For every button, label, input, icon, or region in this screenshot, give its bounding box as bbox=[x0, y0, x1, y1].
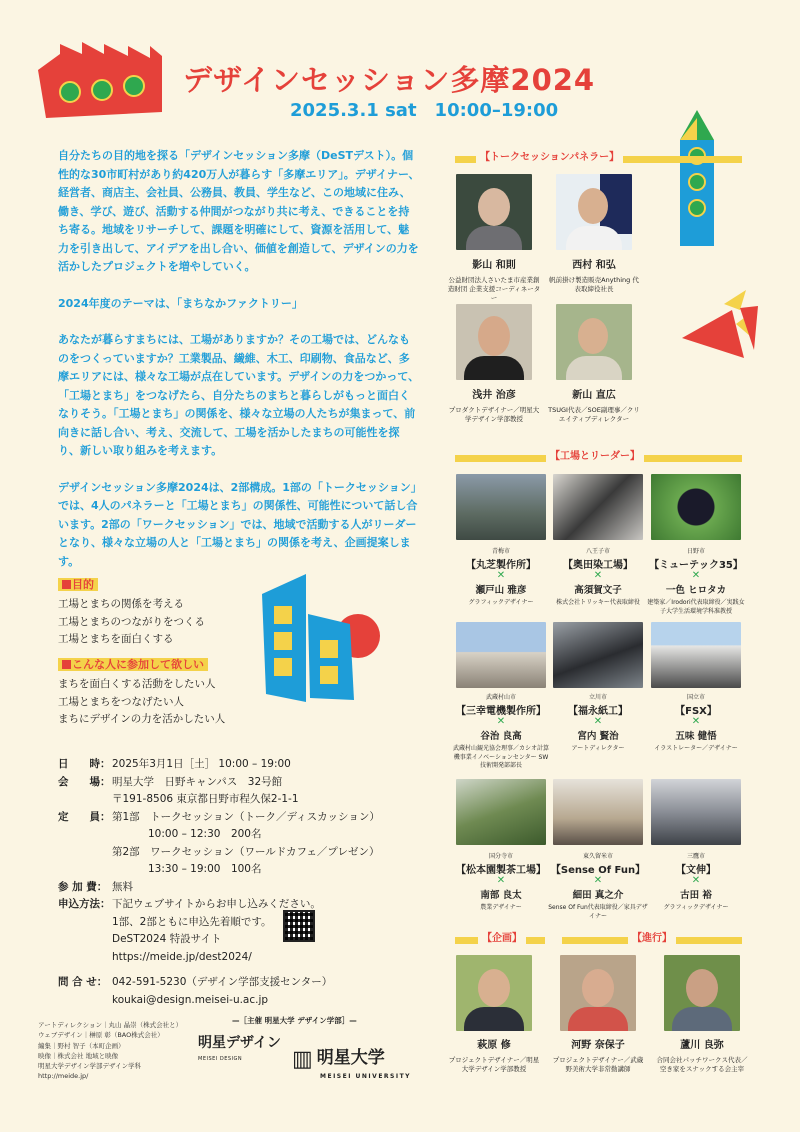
sponsor: —［主催 明星大学 デザイン学部］— bbox=[232, 1016, 357, 1025]
capacity-part2-time: 13:30 – 19:00 100名 bbox=[148, 863, 262, 875]
panelist-photo bbox=[556, 304, 632, 380]
factory-leader: 五味 健悟 bbox=[675, 731, 717, 742]
purpose-item: 工場とまちを面白くする bbox=[58, 633, 174, 645]
factory-photo bbox=[456, 622, 546, 688]
factory-company: 【FSX】 bbox=[675, 706, 717, 717]
factory-card bbox=[548, 692, 648, 754]
contact-tel: 042-591-5230（デザイン学部支援センター） bbox=[112, 976, 333, 988]
capacity-part2: 第2部 ワークセッション（ワールドカフェ／プレゼン） bbox=[112, 845, 380, 858]
logo-design-sub: MEISEI DESIGN bbox=[198, 1056, 243, 1062]
staff-role: 合同会社パッチワークス代表／空き家をスナックする会主宰 bbox=[656, 1056, 748, 1073]
panelist-card bbox=[446, 386, 542, 424]
apply-label: 申込方法： bbox=[58, 898, 111, 910]
audience-heading: こんな人に参加して欲しい bbox=[72, 658, 204, 671]
purpose-item: 工場とまちの関係を考える bbox=[58, 598, 184, 610]
panelist-role: TSUGI代表／SOE副理事／クリエイティブディレクター bbox=[548, 406, 640, 423]
factory-company: 【松本園製茶工場】 bbox=[456, 865, 546, 876]
factory-company: 【Sense Of Fun】 bbox=[550, 865, 646, 876]
apply-note: 1部、2部ともに申込先着順です。 bbox=[112, 915, 272, 928]
credit-line: 映像｜株式会社 地域と映像 bbox=[38, 1051, 119, 1060]
audience-section bbox=[58, 656, 225, 729]
factory-leader-role: グラフィックデザイナー bbox=[468, 599, 534, 606]
apply-url-link[interactable]: https://meide.jp/dest2024/ bbox=[112, 950, 252, 963]
logo-univ-text: 明星大学 bbox=[316, 1048, 385, 1068]
factory-city: 東久留米市 bbox=[582, 853, 613, 860]
triangles-illustration bbox=[682, 290, 762, 360]
factory-leader-role: 建築家／Irodori代表取締役／実践女子大学生活環境学科准教授 bbox=[647, 599, 745, 615]
intro-paragraph-1: 自分たちの目的地を探る「デザインセッション多摩（DeSTデスト）。個性的な30市町村があり約420万人が暮らす「多摩エリア」。デザイナー、経営者、商店主、会社員、公務員、教員、学生など、この地域に住み、働き、学び、遊び、活動する仲間がつながり共に考え、できることを持ち寄る。地域をリサーチして、課題を明確にして、資源を活用して、魅力を引き出して、アイデアを出し合い、価値を創造して、デザインの力を活かしたプロジェクトを増やしていく。 bbox=[58, 149, 420, 273]
buildings-illustration bbox=[262, 574, 382, 702]
factory-leader-role: Sense Of Fun代表取締役／家具デザイナー bbox=[548, 904, 648, 920]
purpose-item: 工場とまちのつながりをつくる bbox=[58, 615, 205, 628]
factory-leader: 古田 裕 bbox=[680, 890, 712, 901]
event-date: 2025.3.1 sat 10:00–19:00 bbox=[290, 100, 559, 121]
panelist-photo bbox=[456, 304, 532, 380]
factory-city: 日野市 bbox=[686, 548, 705, 555]
panelist-name: 影山 和則 bbox=[472, 260, 516, 271]
panelist-name: 新山 直広 bbox=[572, 390, 616, 401]
tower-illustration bbox=[676, 110, 718, 246]
factory-photo bbox=[553, 779, 643, 845]
factory-photo bbox=[651, 474, 741, 540]
contact-email-link[interactable]: koukai@design.meisei-u.ac.jp bbox=[112, 993, 269, 1006]
event-info bbox=[58, 756, 380, 1009]
factory-leader: 高須賀文子 bbox=[574, 585, 622, 596]
factory-card bbox=[646, 546, 746, 616]
factory-card bbox=[548, 851, 648, 921]
fee-label: 参 加 費： bbox=[58, 880, 108, 893]
credit-line: 編集｜野村 智子（本町企画） bbox=[38, 1041, 125, 1050]
credits bbox=[38, 1020, 182, 1082]
audience-item: まちを面白くする活動をしたい人 bbox=[58, 678, 216, 690]
factory-company: 【三幸電機製作所】 bbox=[456, 706, 546, 717]
staff-name: 萩原 修 bbox=[477, 1040, 511, 1051]
factory-leader-role: アートディレクター bbox=[571, 745, 625, 752]
audience-item: まちにデザインの力を活かしたい人 bbox=[58, 713, 226, 725]
factory-card bbox=[646, 851, 746, 913]
cross-icon: ✕ bbox=[496, 875, 506, 886]
progress-heading: 【進行】 bbox=[628, 929, 676, 944]
factory-card bbox=[451, 546, 551, 608]
factory-leader: 宮内 賢治 bbox=[577, 731, 619, 742]
venue-value: 明星大学 日野キャンパス 32号館 bbox=[112, 775, 283, 788]
factory-city: 八王子市 bbox=[585, 548, 610, 555]
panelist-card bbox=[546, 256, 642, 294]
panelist-photo bbox=[556, 174, 632, 250]
factory-leader: 一色 ヒロタカ bbox=[665, 585, 727, 596]
factory-leader-role: 農業デザイナー bbox=[480, 904, 522, 911]
capacity-part1: 第1部 トークセッション（トーク／ディスカッション） bbox=[112, 810, 380, 823]
factory-leader: 細田 真之介 bbox=[572, 890, 624, 901]
intro-paragraph-2: 2024年度のテーマは、「まちなかファクトリー」 bbox=[58, 296, 303, 310]
square-icon bbox=[62, 580, 71, 589]
intro-paragraph-3: あなたが暮らすまちには、工場がありますか？その工場では、どんなものをつくっていますか？工業製品、繊維、木工、印刷物、食品など、多摩エリアには、様々な工場が点在しています。デザインの力をつかって、「工場とまち」をつなげたら、自分たちのまちと暮らしがもっと面白くなりそう。「工場とまち」の関係を、様々な立場の人たちが集まって、前向きに話し合い、考え、交流して、工場を活かしたまちの可能性を探り、新しい取り組みを考えます。 bbox=[58, 333, 420, 457]
panelist-name: 西村 和弘 bbox=[572, 260, 616, 271]
logo-univ-sub: MEISEI UNIVERSITY bbox=[320, 1073, 412, 1080]
apply-site: DeST2024 特設サイト bbox=[112, 933, 222, 945]
factory-illustration bbox=[38, 42, 166, 118]
cross-icon: ✕ bbox=[496, 570, 506, 581]
factory-photo bbox=[651, 779, 741, 845]
plan-heading: 【企画】 bbox=[478, 929, 526, 944]
factory-city: 武蔵村山市 bbox=[485, 694, 516, 701]
staff-role: プロジェクトデザイナー／武蔵野美術大学非常勤講師 bbox=[552, 1056, 644, 1073]
factory-photo bbox=[456, 779, 546, 845]
factory-card bbox=[451, 851, 551, 913]
factory-leader: 瀬戸山 雅彦 bbox=[475, 585, 527, 596]
panelist-role: 帆前掛け製造販売Anything 代表取締役社長 bbox=[549, 276, 639, 293]
panelist-photo bbox=[456, 174, 532, 250]
staff-role: プロジェクトデザイナー／明星大学デザイン学部教授 bbox=[448, 1056, 540, 1073]
factory-company: 【奥田染工場】 bbox=[563, 560, 633, 571]
apply-text: 下記ウェブサイトからお申し込みください。 bbox=[112, 898, 321, 910]
panelist-name: 浅井 治彦 bbox=[472, 390, 516, 401]
venue-label: 会 場： bbox=[58, 775, 111, 788]
factory-photo bbox=[553, 474, 643, 540]
purpose-heading: 目的 bbox=[72, 578, 94, 591]
credit-line: アートディレクション｜丸山 晶崇（株式会社と） bbox=[38, 1021, 183, 1029]
factory-leader-role: 株式会社トリッキー代表取締役 bbox=[556, 599, 640, 606]
fee-value: 無料 bbox=[112, 880, 133, 893]
factory-company: 【丸芝製作所】 bbox=[466, 560, 536, 571]
factory-leader: 南部 良太 bbox=[480, 890, 522, 901]
factory-card bbox=[451, 692, 551, 771]
factory-company: 【文伸】 bbox=[676, 865, 716, 876]
panelist-role: プロダクトデザイナー／明星大学デザイン学部教授 bbox=[448, 406, 540, 423]
square-icon bbox=[62, 660, 71, 669]
credit-line: 明星大学デザイン学部デザイン学科 bbox=[38, 1062, 142, 1071]
purpose-section bbox=[58, 576, 205, 649]
factory-city: 国分寺市 bbox=[488, 853, 513, 860]
logo-design-text: 明星デザイン bbox=[198, 1035, 282, 1051]
audience-item: 工場とまちをつなげたい人 bbox=[58, 695, 184, 708]
cross-icon: ✕ bbox=[496, 716, 506, 727]
credit-url-link[interactable]: http://meide.jp/ bbox=[38, 1072, 89, 1081]
cross-icon: ✕ bbox=[691, 875, 701, 886]
staff-photo bbox=[456, 955, 532, 1031]
cross-icon: ✕ bbox=[593, 716, 603, 727]
cross-icon: ✕ bbox=[593, 875, 603, 886]
panelist-card bbox=[546, 386, 642, 424]
factory-company: 【ミューテック35】 bbox=[649, 560, 743, 571]
page-title: デザインセッション多摩2024 bbox=[183, 63, 596, 97]
cross-icon: ✕ bbox=[691, 716, 701, 727]
factory-card bbox=[646, 692, 746, 754]
factory-city: 立川市 bbox=[588, 694, 607, 701]
factory-leader-role: イラストレーター／デザイナー bbox=[654, 745, 738, 752]
factory-leader: 谷治 良高 bbox=[480, 731, 522, 742]
date-value: 2025年3月1日［土］ 10:00 – 19:00 bbox=[112, 758, 291, 770]
cross-icon: ✕ bbox=[691, 570, 701, 581]
meisei-university-logo bbox=[292, 1043, 411, 1080]
credit-line: ウェブデザイン｜榊原 彰（BAO株式会社） bbox=[38, 1031, 164, 1040]
capacity-part1-time: 10:00 – 12:30 200名 bbox=[148, 828, 262, 840]
factory-city: 三鷹市 bbox=[686, 853, 705, 860]
intro-text bbox=[58, 147, 420, 589]
staff-name: 蘆川 良弥 bbox=[680, 1040, 724, 1051]
factory-leader-role: グラフィックデザイナー bbox=[663, 904, 729, 911]
venue-address: 〒191-8506 東京都日野市程久保2-1-1 bbox=[112, 793, 299, 805]
staff-name: 河野 奈保子 bbox=[571, 1040, 625, 1051]
capacity-label: 定 員： bbox=[58, 810, 111, 823]
factory-card bbox=[548, 546, 648, 608]
factory-city: 青梅市 bbox=[491, 548, 510, 555]
staff-photo bbox=[560, 955, 636, 1031]
panelist-role: 公益財団法人さいたま市産業創造財団 企業支援コーディネーター bbox=[447, 276, 541, 302]
intro-paragraph-4: デザインセッション多摩2024は、2部構成。1部の「トークセッション」では、4人のパネラーと「工場とまち」の関係性、可能性について話し合います。2部の「ワークセッション」では、地域で活動する人がリーダーとなり、様々な立場の人と「工場とまち」の関係を考え、企画提案します。 bbox=[58, 480, 418, 568]
panelist-card bbox=[446, 256, 542, 303]
factory-photo bbox=[456, 474, 546, 540]
staff-card bbox=[654, 1036, 750, 1074]
cross-icon: ✕ bbox=[593, 570, 603, 581]
factory-leader-role: 武蔵村山観光協会理事／カシオ計算機事業イノベーションセンター SW技術開発部部長 bbox=[452, 745, 549, 769]
factory-photo bbox=[651, 622, 741, 688]
staff-card bbox=[446, 1036, 542, 1074]
panel-heading: 【トークセッションパネラー】 bbox=[476, 148, 623, 163]
date-label: 日 時： bbox=[58, 758, 111, 770]
meisei-design-logo bbox=[198, 1036, 281, 1066]
staff-photo bbox=[664, 955, 740, 1031]
factory-heading: 【工場とリーダー】 bbox=[546, 447, 644, 462]
factory-city: 国立市 bbox=[686, 694, 705, 701]
factory-photo bbox=[553, 622, 643, 688]
qr-code[interactable] bbox=[283, 910, 315, 942]
staff-card bbox=[550, 1036, 646, 1074]
university-mark-icon: ▥ bbox=[292, 1047, 313, 1072]
factory-company: 【福永紙工】 bbox=[568, 706, 628, 717]
contact-label: 問 合 せ： bbox=[58, 976, 108, 988]
